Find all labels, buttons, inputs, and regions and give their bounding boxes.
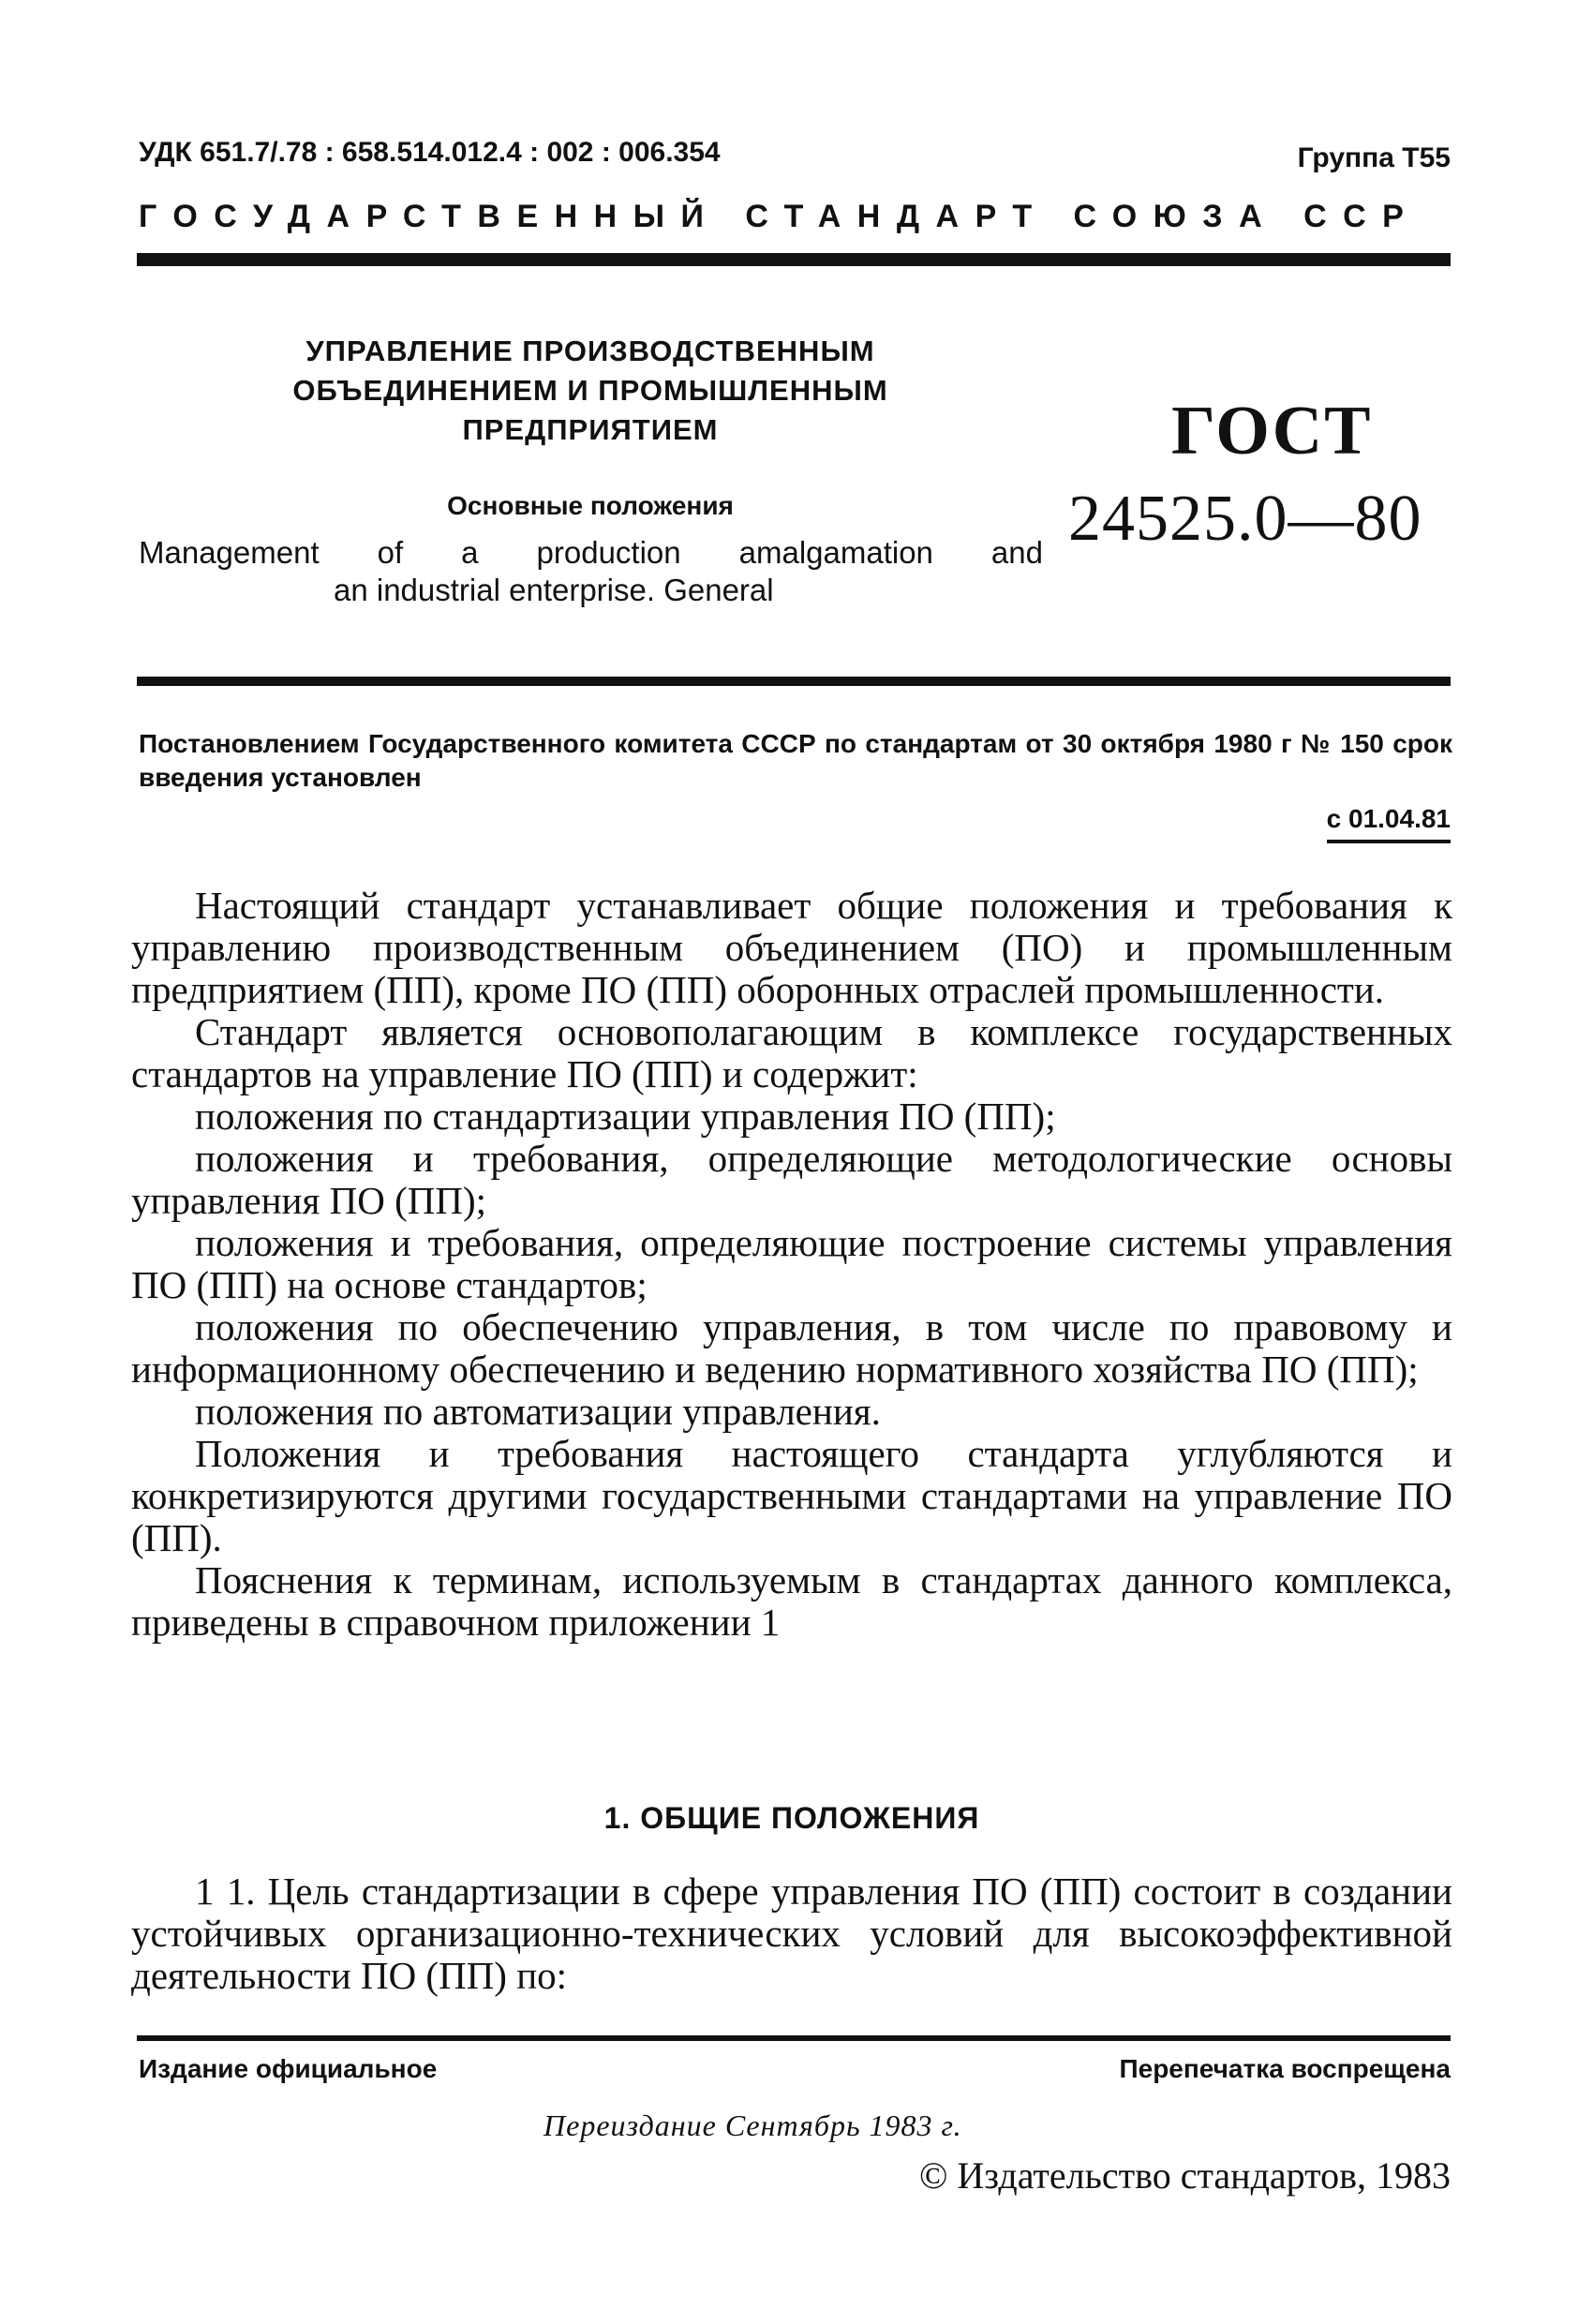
list-item: положения и требования, определяющие построение системы управления ПО (ПП) на основе стандартов;	[131, 1221, 1452, 1306]
gost-number: 24525.0—80	[1068, 483, 1422, 555]
list-item: положения по автоматизации управления.	[195, 1390, 881, 1433]
list-item: положения и требования, определяющие методологические основы управления ПО (ПП);	[131, 1137, 1452, 1222]
paragraph: Пояснения к терминам, используемым в стандартах данного комплекса, приведены в справочном приложении 1	[131, 1558, 1452, 1644]
effective-date: с 01.04.81	[1327, 804, 1451, 843]
list-item: положения по обеспечению управления, в том числе по правовому и информационному обеспечению и ведению нормативного хозяйства ПО (ПП);	[131, 1305, 1452, 1391]
english-title-line-2: an industrial enterprise. General	[334, 573, 774, 607]
english-title	[139, 534, 1043, 609]
reissue-note: Переиздание Сентябрь 1983 г.	[543, 2108, 962, 2142]
paragraph: Настоящий стандарт устанавливает общие положения и требования к управлению производственным объединением (ПО) и промышленным предприятием (ПП), кроме ПО (ПП) оборонных отраслей промышленности.	[131, 884, 1452, 1011]
clause-1-1	[131, 1870, 1452, 1997]
english-word: and	[990, 535, 1043, 570]
paragraph: Положения и требования настоящего стандарта углубляются и конкретизируются другими государственными стандартами на управление ПО (ПП).	[131, 1432, 1452, 1559]
clause-text: 1 1. Цель стандартизации в сфере управления ПО (ПП) состоит в создании устойчивых организационно-технических условий для высокоэффективной деятельности ПО (ПП) по:	[131, 1870, 1452, 1997]
copyright-line	[919, 2153, 1451, 2197]
english-word: amalgamation	[738, 535, 933, 570]
title-line-3: ПРЕДПРИЯТИЕМ	[462, 413, 719, 446]
official-edition: Издание официальное	[139, 2054, 438, 2083]
list-item: положения по стандартизации управления ПО (ПП);	[195, 1095, 1056, 1138]
introduction	[131, 885, 1452, 1644]
copyright-icon: ©	[918, 2154, 948, 2197]
english-word: of	[377, 535, 404, 570]
title-line-2: ОБЪЕДИНЕНИЕМ И ПРОМЫШЛЕННЫМ	[292, 374, 888, 407]
title-line-1: УПРАВЛЕНИЕ ПРОИЗВОДСТВЕННЫМ	[305, 335, 875, 367]
footer-divider	[137, 2035, 1451, 2041]
state-standard-banner: ГОСУДАРСТВЕННЫЙ СТАНДАРТ СОЮЗА ССР	[139, 199, 1421, 234]
udk-code: УДК 651.7/.78 : 658.514.012.4 : 002 : 006.354	[139, 137, 721, 168]
paragraph: Стандарт является основополагающим в комплексе государственных стандартов на управление ПО (ПП) и содержит:	[131, 1010, 1452, 1095]
section-heading: 1. ОБЩИЕ ПОЛОЖЕНИЯ	[603, 1801, 980, 1835]
english-word: production	[536, 535, 681, 570]
reprint-prohibited: Перепечатка воспрещена	[1119, 2054, 1451, 2083]
english-word: a	[461, 535, 479, 570]
header-divider	[137, 253, 1451, 266]
document-title	[216, 332, 965, 450]
group-code: Группа Т55	[1297, 142, 1451, 173]
title-divider	[137, 677, 1451, 686]
gost-label: ГОСТ	[1171, 393, 1373, 469]
document-subtitle: Основные положения	[447, 491, 734, 520]
english-word: Management	[139, 535, 320, 570]
decree-text: Постановлением Государственного комитета СССР по стандартам от 30 октября 1980 г № 150 срок введения установлен	[139, 729, 1452, 792]
copyright-text: Издательство стандартов, 1983	[957, 2154, 1451, 2197]
english-title-line-1	[139, 534, 1043, 572]
